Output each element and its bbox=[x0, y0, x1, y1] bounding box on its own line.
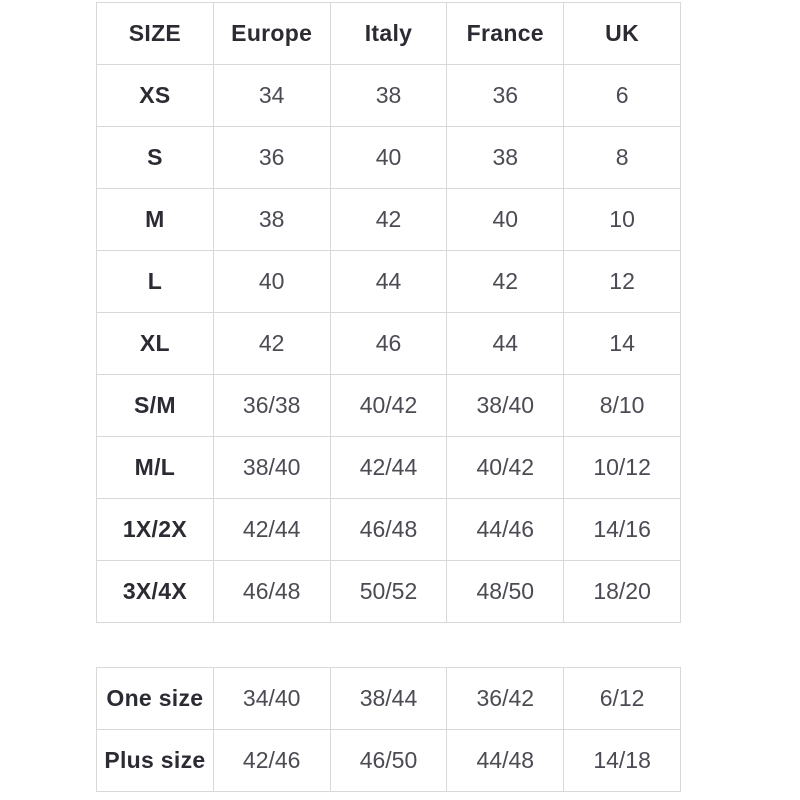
cell-uk: 8/10 bbox=[564, 375, 681, 437]
cell-uk: 8 bbox=[564, 127, 681, 189]
row-label: L bbox=[97, 251, 214, 313]
cell-italy: 40/42 bbox=[330, 375, 447, 437]
cell-france: 42 bbox=[447, 251, 564, 313]
cell-uk: 10 bbox=[564, 189, 681, 251]
cell-france: 48/50 bbox=[447, 561, 564, 623]
row-label: Plus size bbox=[97, 730, 214, 792]
column-header-france: France bbox=[447, 3, 564, 65]
cell-france: 36 bbox=[447, 65, 564, 127]
special-sizes-table bbox=[96, 667, 681, 792]
cell-europe: 42/46 bbox=[213, 730, 330, 792]
cell-italy: 40 bbox=[330, 127, 447, 189]
row-label: XS bbox=[97, 65, 214, 127]
table-row-1x2x bbox=[97, 499, 681, 561]
cell-italy: 42 bbox=[330, 189, 447, 251]
row-label: One size bbox=[97, 668, 214, 730]
cell-europe: 34 bbox=[213, 65, 330, 127]
cell-france: 44/46 bbox=[447, 499, 564, 561]
table-row-ml bbox=[97, 437, 681, 499]
column-header-size: SIZE bbox=[97, 3, 214, 65]
cell-europe: 36/38 bbox=[213, 375, 330, 437]
cell-uk: 18/20 bbox=[564, 561, 681, 623]
table-row-sm bbox=[97, 375, 681, 437]
cell-uk: 14 bbox=[564, 313, 681, 375]
cell-uk: 12 bbox=[564, 251, 681, 313]
row-label: 3X/4X bbox=[97, 561, 214, 623]
cell-italy: 38/44 bbox=[330, 668, 447, 730]
column-header-uk: UK bbox=[564, 3, 681, 65]
cell-france: 40/42 bbox=[447, 437, 564, 499]
cell-europe: 46/48 bbox=[213, 561, 330, 623]
cell-france: 44 bbox=[447, 313, 564, 375]
table-row-m bbox=[97, 189, 681, 251]
cell-france: 44/48 bbox=[447, 730, 564, 792]
table-row-plus-size bbox=[97, 730, 681, 792]
size-conversion-table bbox=[96, 2, 681, 623]
cell-europe: 40 bbox=[213, 251, 330, 313]
cell-france: 40 bbox=[447, 189, 564, 251]
table-row-l bbox=[97, 251, 681, 313]
cell-europe: 38/40 bbox=[213, 437, 330, 499]
table-row-xs bbox=[97, 65, 681, 127]
cell-italy: 50/52 bbox=[330, 561, 447, 623]
cell-italy: 44 bbox=[330, 251, 447, 313]
row-label: S bbox=[97, 127, 214, 189]
column-header-italy: Italy bbox=[330, 3, 447, 65]
cell-france: 38 bbox=[447, 127, 564, 189]
table-header-row bbox=[97, 3, 681, 65]
cell-europe: 34/40 bbox=[213, 668, 330, 730]
column-header-europe: Europe bbox=[213, 3, 330, 65]
cell-italy: 38 bbox=[330, 65, 447, 127]
cell-uk: 14/16 bbox=[564, 499, 681, 561]
table-row-xl bbox=[97, 313, 681, 375]
cell-uk: 14/18 bbox=[564, 730, 681, 792]
cell-europe: 36 bbox=[213, 127, 330, 189]
row-label: XL bbox=[97, 313, 214, 375]
cell-italy: 46/50 bbox=[330, 730, 447, 792]
table-row-one-size bbox=[97, 668, 681, 730]
cell-europe: 38 bbox=[213, 189, 330, 251]
cell-italy: 42/44 bbox=[330, 437, 447, 499]
table-row-3x4x bbox=[97, 561, 681, 623]
row-label: M/L bbox=[97, 437, 214, 499]
cell-italy: 46 bbox=[330, 313, 447, 375]
row-label: S/M bbox=[97, 375, 214, 437]
cell-uk: 6 bbox=[564, 65, 681, 127]
cell-uk: 10/12 bbox=[564, 437, 681, 499]
table-row-s bbox=[97, 127, 681, 189]
cell-europe: 42/44 bbox=[213, 499, 330, 561]
cell-france: 36/42 bbox=[447, 668, 564, 730]
cell-france: 38/40 bbox=[447, 375, 564, 437]
cell-uk: 6/12 bbox=[564, 668, 681, 730]
cell-italy: 46/48 bbox=[330, 499, 447, 561]
row-label: M bbox=[97, 189, 214, 251]
cell-europe: 42 bbox=[213, 313, 330, 375]
row-label: 1X/2X bbox=[97, 499, 214, 561]
